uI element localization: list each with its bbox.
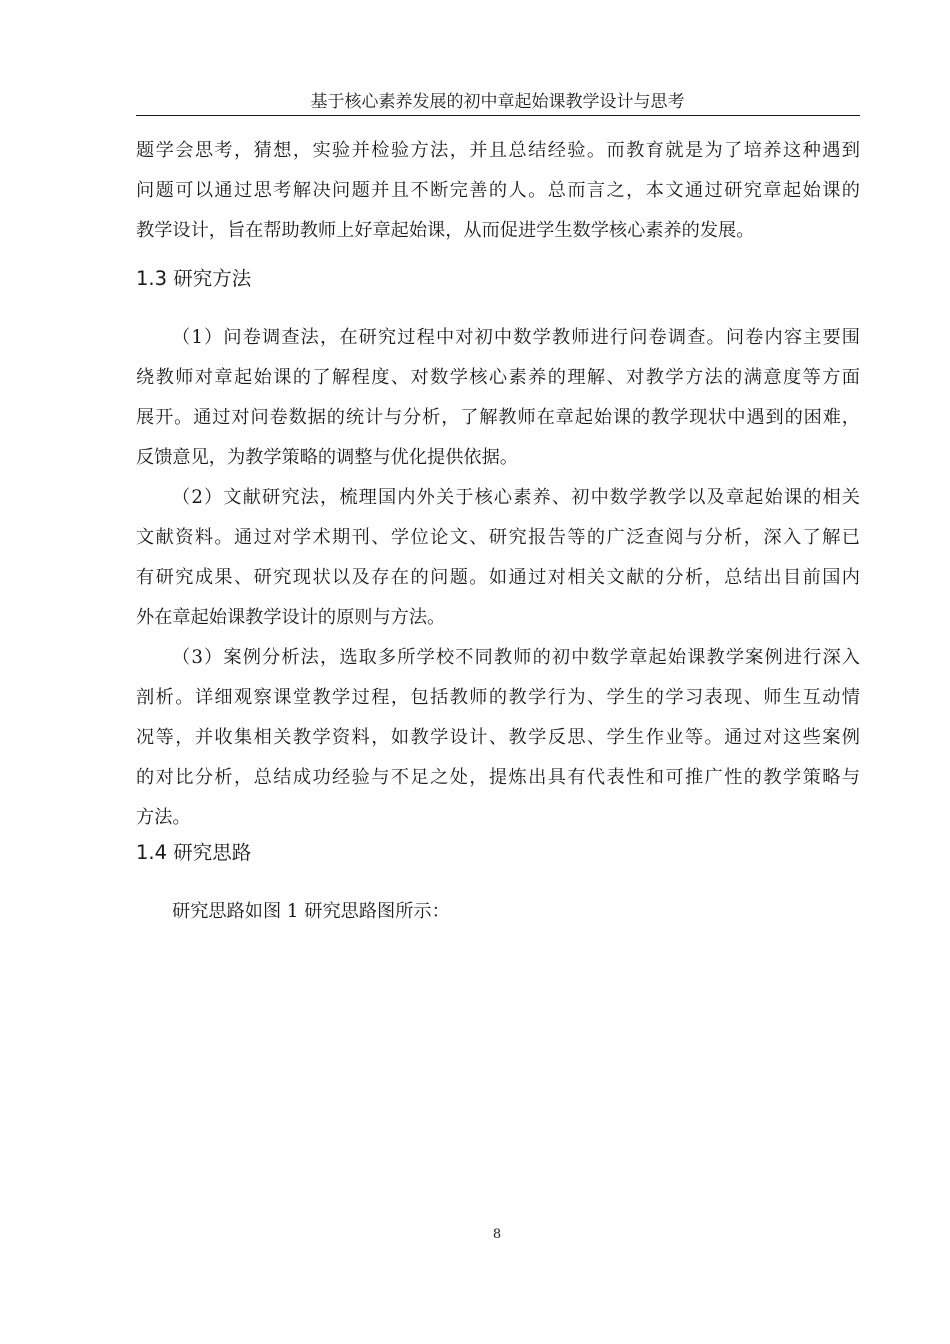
body-line: 绕教师对章起始课的了解程度、对数学核心素养的理解、对教学方法的满意度等方面	[136, 367, 860, 388]
section-heading-1-4: 1.4 研究思路	[136, 841, 252, 864]
body-line: （3）案例分析法，选取多所学校不同教师的初中数学章起始课教学案例进行深入	[172, 647, 860, 668]
body-line: 研究思路如图 1 研究思路图所示：	[172, 901, 450, 922]
header-rule	[136, 115, 860, 116]
body-line: 题学会思考，猜想，实验并检验方法，并且总结经验。而教育就是为了培养这种遇到	[136, 140, 860, 161]
body-line: （2）文献研究法，梳理国内外关于核心素养、初中数学教学以及章起始课的相关	[172, 487, 860, 508]
section-heading-1-3: 1.3 研究方法	[136, 267, 252, 290]
body-line: 文献资料。通过对学术期刊、学位论文、研究报告等的广泛查阅与分析，深入了解已	[136, 527, 860, 548]
body-line: 况等，并收集相关教学资料，如教学设计、教学反思、学生作业等。通过对这些案例	[136, 727, 860, 748]
running-header: 基于核心素养发展的初中章起始课教学设计与思考	[310, 92, 685, 112]
page-number: 8	[492, 1227, 502, 1242]
body-line: 反馈意见，为教学策略的调整与优化提供依据。	[136, 447, 518, 468]
body-line: 方法。	[136, 807, 191, 828]
body-line: 外在章起始课教学设计的原则与方法。	[136, 607, 446, 628]
body-line: 有研究成果、研究现状以及存在的问题。如通过对相关文献的分析，总结出目前国内	[136, 567, 860, 588]
body-line: 展开。通过对问卷数据的统计与分析，了解教师在章起始课的教学现状中遇到的困难，	[136, 407, 860, 428]
body-line: 问题可以通过思考解决问题并且不断完善的人。总而言之，本文通过研究章起始课的	[136, 180, 860, 201]
body-line: 的对比分析，总结成功经验与不足之处，提炼出具有代表性和可推广性的教学策略与	[136, 767, 860, 788]
body-line: 教学设计，旨在帮助教师上好章起始课，从而促进学生数学核心素养的发展。	[136, 220, 755, 241]
body-line: （1）问卷调查法，在研究过程中对初中数学教师进行问卷调查。问卷内容主要围	[172, 327, 860, 348]
body-line: 剖析。详细观察课堂教学过程，包括教师的教学行为、学生的学习表现、师生互动情	[136, 687, 860, 708]
